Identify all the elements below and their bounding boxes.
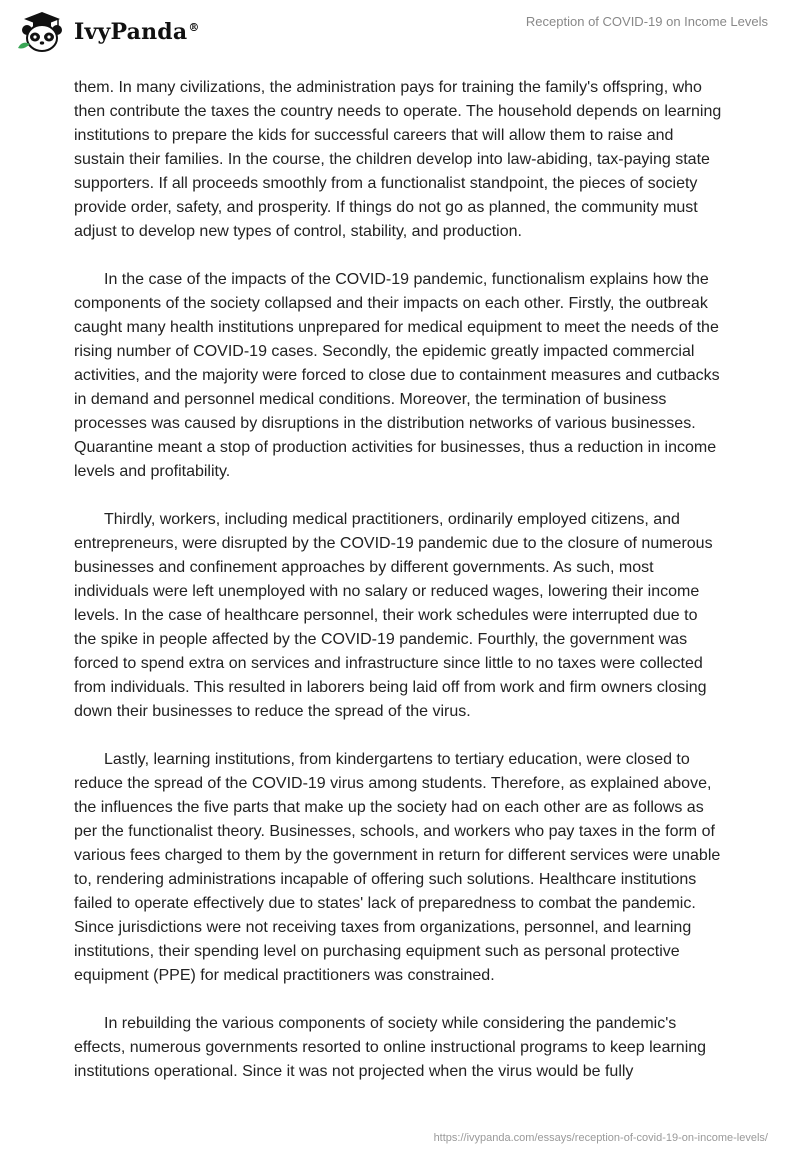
page-header [0, 0, 800, 64]
panda-graduate-logo-icon [14, 10, 70, 54]
paragraph-1: them. In many civilizations, the administration pays for training the family's offspring, who then contribute the taxes the country needs to operate. The household depends on learning institutions to prepare the kids for successful careers that will allow them to raise and sustain their families. In the course, the children develop into law-abiding, tax-paying state supporters. If all proceeds smoothly from a functionalist standpoint, the pieces of society provide order, safety, and prosperity. If things do not go as planned, the community must adjust to develop new types of control, stability, and production. [74, 79, 722, 240]
paragraph-5: In rebuilding the various components of society while considering the pandemic's effects, numerous governments resorted to online instructional programs to keep learning institutions operational. Since it was not projected when the virus would be fully [74, 1015, 707, 1080]
source-url-link[interactable]: https://ivypanda.com/essays/reception-of-covid-19-on-income-levels/ [433, 1132, 768, 1144]
paragraph-3: Thirdly, workers, including medical practitioners, ordinarily employed citizens, and entrepreneurs, were disrupted by the COVID-19 pandemic due to the closure of numerous businesses and confinement approaches by different governments. As such, most individuals were left unemployed with no salary or reduced wages, lowering their income levels. In the case of healthcare personnel, their work schedules were interrupted due to the spike in people affected by the COVID-19 pandemic. Fourthly, the government was forced to spend extra on services and infrastructure since little to no taxes were collected from individuals. This resulted in laborers being laid off from work and firm owners closing down their businesses to reduce the spread of the virus. [74, 511, 713, 720]
essay-body [74, 76, 724, 1108]
document-title: Reception of COVID-19 on Income Levels [525, 14, 768, 29]
paragraph-2: In the case of the impacts of the COVID-19 pandemic, functionalism explains how the components of the society collapsed and their impacts on each other. Firstly, the outbreak caught many health institutions unprepared for medical equipment to meet the needs of the rising number of COVID-19 cases. Secondly, the epidemic greatly impacted commercial activities, and the majority were forced to close due to containment measures and cutbacks in demand and personnel medical conditions. Moreover, the termination of business processes was caused by disruptions in the distribution networks of various businesses. Quarantine meant a stop of production activities for businesses, thus a reduction in income levels and profitability. [74, 271, 720, 480]
brand-name: IvyPanda® [74, 19, 200, 45]
paragraph-4: Lastly, learning institutions, from kindergartens to tertiary education, were closed to reduce the spread of the COVID-19 virus among students. Therefore, as explained above, the influences the five parts that make up the society had on each other are as follows as per the functionalist theory. Businesses, schools, and workers who pay taxes in the form of various fees charged to them by the government in return for different services were unable to, rendering administrations incapable of offering such solutions. Healthcare institutions failed to operate effectively due to states' lack of preparedness to combat the pandemic. Since jurisdictions were not receiving taxes from organizations, personnel, and learning institutions, their spending level on purchasing equipment such as personal protective equipment (PPE) for medical practitioners was constrained. [74, 751, 721, 984]
ivypanda-logo[interactable] [14, 10, 200, 54]
